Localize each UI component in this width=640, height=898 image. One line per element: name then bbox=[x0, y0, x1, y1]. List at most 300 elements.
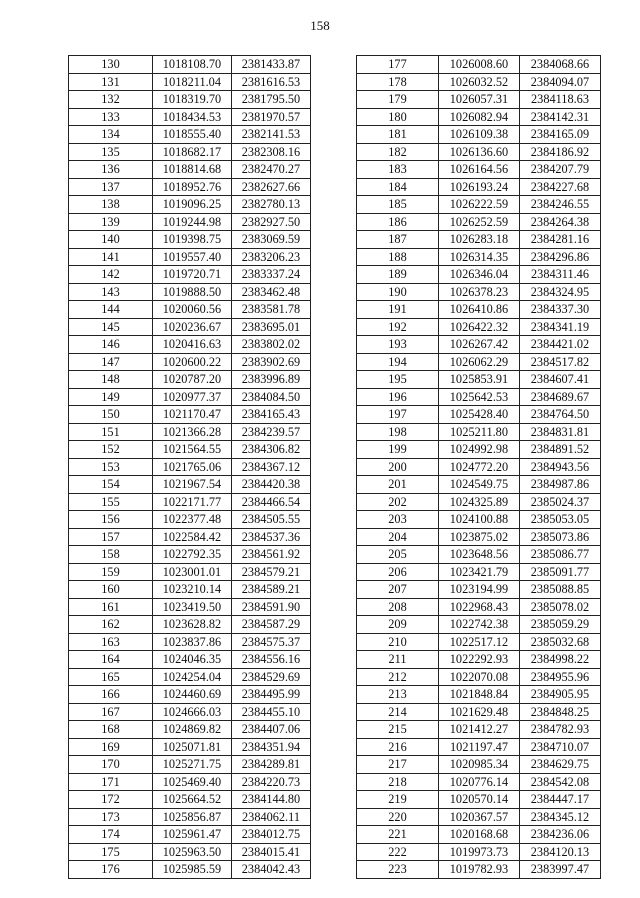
x-coordinate-cell: 1023421.79 bbox=[439, 563, 520, 581]
y-coordinate-cell: 2384345.12 bbox=[520, 808, 601, 826]
table-row bbox=[357, 721, 601, 739]
x-coordinate-cell: 1024100.88 bbox=[439, 511, 520, 529]
point-number-cell: 138 bbox=[69, 196, 153, 214]
table-row bbox=[69, 511, 311, 529]
x-coordinate-cell: 1025469.40 bbox=[153, 773, 232, 791]
y-coordinate-cell: 2384341.19 bbox=[520, 318, 601, 336]
y-coordinate-cell: 2385078.02 bbox=[520, 598, 601, 616]
x-coordinate-cell: 1026109.38 bbox=[439, 126, 520, 144]
table-row bbox=[69, 161, 311, 179]
y-coordinate-cell: 2384351.94 bbox=[232, 738, 311, 756]
table-row bbox=[69, 843, 311, 861]
point-number-cell: 194 bbox=[357, 353, 439, 371]
x-coordinate-cell: 1020985.34 bbox=[439, 756, 520, 774]
x-coordinate-cell: 1025853.91 bbox=[439, 371, 520, 389]
x-coordinate-cell: 1020168.68 bbox=[439, 826, 520, 844]
point-number-cell: 180 bbox=[357, 108, 439, 126]
point-number-cell: 159 bbox=[69, 563, 153, 581]
point-number-cell: 165 bbox=[69, 668, 153, 686]
y-coordinate-cell: 2381616.53 bbox=[232, 73, 311, 91]
x-coordinate-cell: 1022742.38 bbox=[439, 616, 520, 634]
y-coordinate-cell: 2383802.02 bbox=[232, 336, 311, 354]
point-number-cell: 140 bbox=[69, 231, 153, 249]
y-coordinate-cell: 2384165.09 bbox=[520, 126, 601, 144]
x-coordinate-cell: 1020787.20 bbox=[153, 371, 232, 389]
point-number-cell: 170 bbox=[69, 756, 153, 774]
point-number-cell: 207 bbox=[357, 581, 439, 599]
table-row bbox=[69, 668, 311, 686]
table-row bbox=[357, 248, 601, 266]
point-number-cell: 191 bbox=[357, 301, 439, 319]
table-row bbox=[357, 266, 601, 284]
point-number-cell: 189 bbox=[357, 266, 439, 284]
x-coordinate-cell: 1022292.93 bbox=[439, 651, 520, 669]
point-number-cell: 158 bbox=[69, 546, 153, 564]
y-coordinate-cell: 2384246.55 bbox=[520, 196, 601, 214]
y-coordinate-cell: 2384542.08 bbox=[520, 773, 601, 791]
x-coordinate-cell: 1019973.73 bbox=[439, 843, 520, 861]
table-row bbox=[357, 738, 601, 756]
point-number-cell: 223 bbox=[357, 861, 439, 879]
point-number-cell: 134 bbox=[69, 126, 153, 144]
point-number-cell: 190 bbox=[357, 283, 439, 301]
x-coordinate-cell: 1021967.54 bbox=[153, 476, 232, 494]
x-coordinate-cell: 1021848.84 bbox=[439, 686, 520, 704]
x-coordinate-cell: 1018108.70 bbox=[153, 56, 232, 74]
table-row bbox=[69, 686, 311, 704]
table-row bbox=[357, 388, 601, 406]
table-row bbox=[69, 563, 311, 581]
point-number-cell: 175 bbox=[69, 843, 153, 861]
x-coordinate-cell: 1026267.42 bbox=[439, 336, 520, 354]
point-number-cell: 154 bbox=[69, 476, 153, 494]
x-coordinate-cell: 1022792.35 bbox=[153, 546, 232, 564]
table-row bbox=[357, 493, 601, 511]
x-coordinate-cell: 1025856.87 bbox=[153, 808, 232, 826]
table-row bbox=[357, 773, 601, 791]
x-coordinate-cell: 1021412.27 bbox=[439, 721, 520, 739]
x-coordinate-cell: 1026082.94 bbox=[439, 108, 520, 126]
table-row bbox=[69, 703, 311, 721]
table-row bbox=[357, 581, 601, 599]
point-number-cell: 156 bbox=[69, 511, 153, 529]
y-coordinate-cell: 2384227.68 bbox=[520, 178, 601, 196]
table-row bbox=[357, 528, 601, 546]
x-coordinate-cell: 1021564.55 bbox=[153, 441, 232, 459]
x-coordinate-cell: 1026062.29 bbox=[439, 353, 520, 371]
table-row bbox=[69, 633, 311, 651]
table-row bbox=[357, 843, 601, 861]
x-coordinate-cell: 1023210.14 bbox=[153, 581, 232, 599]
y-coordinate-cell: 2384607.41 bbox=[520, 371, 601, 389]
point-number-cell: 151 bbox=[69, 423, 153, 441]
point-number-cell: 155 bbox=[69, 493, 153, 511]
point-number-cell: 208 bbox=[357, 598, 439, 616]
y-coordinate-cell: 2384120.13 bbox=[520, 843, 601, 861]
table-row bbox=[357, 196, 601, 214]
point-number-cell: 186 bbox=[357, 213, 439, 231]
y-coordinate-cell: 2383069.59 bbox=[232, 231, 311, 249]
y-coordinate-cell: 2384142.31 bbox=[520, 108, 601, 126]
table-row bbox=[69, 423, 311, 441]
table-row bbox=[357, 633, 601, 651]
table-row bbox=[69, 353, 311, 371]
point-number-cell: 139 bbox=[69, 213, 153, 231]
y-coordinate-cell: 2382927.50 bbox=[232, 213, 311, 231]
x-coordinate-cell: 1018211.04 bbox=[153, 73, 232, 91]
point-number-cell: 200 bbox=[357, 458, 439, 476]
y-coordinate-cell: 2385088.85 bbox=[520, 581, 601, 599]
point-number-cell: 181 bbox=[357, 126, 439, 144]
page-number: 158 bbox=[310, 18, 330, 33]
y-coordinate-cell: 2382141.53 bbox=[232, 126, 311, 144]
table-row bbox=[69, 301, 311, 319]
point-number-cell: 160 bbox=[69, 581, 153, 599]
x-coordinate-cell: 1024992.98 bbox=[439, 441, 520, 459]
x-coordinate-cell: 1023875.02 bbox=[439, 528, 520, 546]
x-coordinate-cell: 1020060.56 bbox=[153, 301, 232, 319]
point-number-cell: 178 bbox=[357, 73, 439, 91]
point-number-cell: 149 bbox=[69, 388, 153, 406]
point-number-cell: 184 bbox=[357, 178, 439, 196]
table-row bbox=[357, 511, 601, 529]
table-row bbox=[357, 318, 601, 336]
x-coordinate-cell: 1022171.77 bbox=[153, 493, 232, 511]
y-coordinate-cell: 2384144.80 bbox=[232, 791, 311, 809]
table-row bbox=[69, 546, 311, 564]
table-row bbox=[357, 161, 601, 179]
x-coordinate-cell: 1026378.23 bbox=[439, 283, 520, 301]
table-row bbox=[357, 143, 601, 161]
table-row bbox=[69, 581, 311, 599]
point-number-cell: 203 bbox=[357, 511, 439, 529]
point-number-cell: 143 bbox=[69, 283, 153, 301]
y-coordinate-cell: 2384848.25 bbox=[520, 703, 601, 721]
x-coordinate-cell: 1019557.40 bbox=[153, 248, 232, 266]
x-coordinate-cell: 1020600.22 bbox=[153, 353, 232, 371]
point-number-cell: 185 bbox=[357, 196, 439, 214]
y-coordinate-cell: 2384943.56 bbox=[520, 458, 601, 476]
x-coordinate-cell: 1018814.68 bbox=[153, 161, 232, 179]
point-number-cell: 162 bbox=[69, 616, 153, 634]
x-coordinate-cell: 1020776.14 bbox=[439, 773, 520, 791]
y-coordinate-cell: 2384455.10 bbox=[232, 703, 311, 721]
table-row bbox=[69, 213, 311, 231]
table-row bbox=[69, 476, 311, 494]
y-coordinate-cell: 2384764.50 bbox=[520, 406, 601, 424]
point-number-cell: 219 bbox=[357, 791, 439, 809]
y-coordinate-cell: 2384186.92 bbox=[520, 143, 601, 161]
y-coordinate-cell: 2384561.92 bbox=[232, 546, 311, 564]
table-row bbox=[69, 266, 311, 284]
point-number-cell: 214 bbox=[357, 703, 439, 721]
y-coordinate-cell: 2385032.68 bbox=[520, 633, 601, 651]
point-number-cell: 146 bbox=[69, 336, 153, 354]
x-coordinate-cell: 1026193.24 bbox=[439, 178, 520, 196]
x-coordinate-cell: 1025985.59 bbox=[153, 861, 232, 879]
point-number-cell: 183 bbox=[357, 161, 439, 179]
x-coordinate-cell: 1023194.99 bbox=[439, 581, 520, 599]
x-coordinate-cell: 1025428.40 bbox=[439, 406, 520, 424]
y-coordinate-cell: 2384296.86 bbox=[520, 248, 601, 266]
y-coordinate-cell: 2384905.95 bbox=[520, 686, 601, 704]
x-coordinate-cell: 1022070.08 bbox=[439, 668, 520, 686]
y-coordinate-cell: 2384042.43 bbox=[232, 861, 311, 879]
x-coordinate-cell: 1018434.53 bbox=[153, 108, 232, 126]
y-coordinate-cell: 2384281.16 bbox=[520, 231, 601, 249]
y-coordinate-cell: 2384466.54 bbox=[232, 493, 311, 511]
table-row bbox=[357, 91, 601, 109]
table-row bbox=[69, 598, 311, 616]
y-coordinate-cell: 2385091.77 bbox=[520, 563, 601, 581]
table-row bbox=[357, 826, 601, 844]
point-number-cell: 212 bbox=[357, 668, 439, 686]
y-coordinate-cell: 2384447.17 bbox=[520, 791, 601, 809]
point-number-cell: 204 bbox=[357, 528, 439, 546]
table-row bbox=[69, 826, 311, 844]
table-row bbox=[69, 458, 311, 476]
point-number-cell: 135 bbox=[69, 143, 153, 161]
x-coordinate-cell: 1024772.20 bbox=[439, 458, 520, 476]
table-row bbox=[69, 651, 311, 669]
table-row bbox=[69, 791, 311, 809]
y-coordinate-cell: 2384998.22 bbox=[520, 651, 601, 669]
point-number-cell: 195 bbox=[357, 371, 439, 389]
table-row bbox=[357, 178, 601, 196]
table-row bbox=[357, 56, 601, 74]
point-number-cell: 142 bbox=[69, 266, 153, 284]
point-number-cell: 210 bbox=[357, 633, 439, 651]
table-row bbox=[357, 231, 601, 249]
table-row bbox=[357, 791, 601, 809]
y-coordinate-cell: 2381970.57 bbox=[232, 108, 311, 126]
x-coordinate-cell: 1026032.52 bbox=[439, 73, 520, 91]
point-number-cell: 161 bbox=[69, 598, 153, 616]
y-coordinate-cell: 2384891.52 bbox=[520, 441, 601, 459]
table-row bbox=[357, 458, 601, 476]
table-row bbox=[69, 388, 311, 406]
table-row bbox=[69, 143, 311, 161]
table-row bbox=[357, 371, 601, 389]
y-coordinate-cell: 2384495.99 bbox=[232, 686, 311, 704]
x-coordinate-cell: 1025642.53 bbox=[439, 388, 520, 406]
y-coordinate-cell: 2385073.86 bbox=[520, 528, 601, 546]
table-row bbox=[69, 773, 311, 791]
table-row bbox=[357, 108, 601, 126]
x-coordinate-cell: 1025211.80 bbox=[439, 423, 520, 441]
x-coordinate-cell: 1023628.82 bbox=[153, 616, 232, 634]
table-row bbox=[69, 126, 311, 144]
x-coordinate-cell: 1021765.06 bbox=[153, 458, 232, 476]
x-coordinate-cell: 1020367.57 bbox=[439, 808, 520, 826]
table-row bbox=[357, 808, 601, 826]
y-coordinate-cell: 2383695.01 bbox=[232, 318, 311, 336]
table-row bbox=[69, 406, 311, 424]
point-number-cell: 145 bbox=[69, 318, 153, 336]
point-number-cell: 132 bbox=[69, 91, 153, 109]
point-number-cell: 202 bbox=[357, 493, 439, 511]
x-coordinate-cell: 1024046.35 bbox=[153, 651, 232, 669]
x-coordinate-cell: 1023001.01 bbox=[153, 563, 232, 581]
y-coordinate-cell: 2382470.27 bbox=[232, 161, 311, 179]
x-coordinate-cell: 1026314.35 bbox=[439, 248, 520, 266]
table-row bbox=[69, 756, 311, 774]
table-row bbox=[357, 686, 601, 704]
table-row bbox=[357, 546, 601, 564]
y-coordinate-cell: 2384629.75 bbox=[520, 756, 601, 774]
y-coordinate-cell: 2384955.96 bbox=[520, 668, 601, 686]
x-coordinate-cell: 1019244.98 bbox=[153, 213, 232, 231]
point-number-cell: 169 bbox=[69, 738, 153, 756]
point-number-cell: 221 bbox=[357, 826, 439, 844]
point-number-cell: 176 bbox=[69, 861, 153, 879]
point-number-cell: 205 bbox=[357, 546, 439, 564]
x-coordinate-cell: 1023419.50 bbox=[153, 598, 232, 616]
y-coordinate-cell: 2384987.86 bbox=[520, 476, 601, 494]
x-coordinate-cell: 1021366.28 bbox=[153, 423, 232, 441]
y-coordinate-cell: 2384118.63 bbox=[520, 91, 601, 109]
table-row bbox=[357, 336, 601, 354]
x-coordinate-cell: 1026057.31 bbox=[439, 91, 520, 109]
table-row bbox=[69, 178, 311, 196]
y-coordinate-cell: 2384012.75 bbox=[232, 826, 311, 844]
table-row bbox=[357, 441, 601, 459]
coordinate-table-left bbox=[68, 55, 311, 879]
x-coordinate-cell: 1025071.81 bbox=[153, 738, 232, 756]
point-number-cell: 218 bbox=[357, 773, 439, 791]
x-coordinate-cell: 1026136.60 bbox=[439, 143, 520, 161]
table-row bbox=[357, 563, 601, 581]
x-coordinate-cell: 1019720.71 bbox=[153, 266, 232, 284]
point-number-cell: 216 bbox=[357, 738, 439, 756]
x-coordinate-cell: 1026252.59 bbox=[439, 213, 520, 231]
table-row bbox=[69, 318, 311, 336]
table-row bbox=[69, 493, 311, 511]
table-row bbox=[69, 441, 311, 459]
x-coordinate-cell: 1025271.75 bbox=[153, 756, 232, 774]
point-number-cell: 171 bbox=[69, 773, 153, 791]
table-row bbox=[357, 283, 601, 301]
point-number-cell: 167 bbox=[69, 703, 153, 721]
x-coordinate-cell: 1025963.50 bbox=[153, 843, 232, 861]
y-coordinate-cell: 2384407.06 bbox=[232, 721, 311, 739]
point-number-cell: 179 bbox=[357, 91, 439, 109]
x-coordinate-cell: 1022584.42 bbox=[153, 528, 232, 546]
coordinate-table-right-body bbox=[357, 56, 601, 879]
table-row bbox=[357, 598, 601, 616]
y-coordinate-cell: 2384264.38 bbox=[520, 213, 601, 231]
point-number-cell: 144 bbox=[69, 301, 153, 319]
x-coordinate-cell: 1022377.48 bbox=[153, 511, 232, 529]
y-coordinate-cell: 2384831.81 bbox=[520, 423, 601, 441]
y-coordinate-cell: 2383462.48 bbox=[232, 283, 311, 301]
y-coordinate-cell: 2384084.50 bbox=[232, 388, 311, 406]
table-row bbox=[357, 703, 601, 721]
x-coordinate-cell: 1019096.25 bbox=[153, 196, 232, 214]
table-row bbox=[69, 91, 311, 109]
point-number-cell: 153 bbox=[69, 458, 153, 476]
table-row bbox=[357, 651, 601, 669]
point-number-cell: 173 bbox=[69, 808, 153, 826]
point-number-cell: 166 bbox=[69, 686, 153, 704]
x-coordinate-cell: 1024254.04 bbox=[153, 668, 232, 686]
y-coordinate-cell: 2385086.77 bbox=[520, 546, 601, 564]
point-number-cell: 188 bbox=[357, 248, 439, 266]
point-number-cell: 141 bbox=[69, 248, 153, 266]
point-number-cell: 148 bbox=[69, 371, 153, 389]
x-coordinate-cell: 1019398.75 bbox=[153, 231, 232, 249]
x-coordinate-cell: 1026008.60 bbox=[439, 56, 520, 74]
x-coordinate-cell: 1024666.03 bbox=[153, 703, 232, 721]
table-row bbox=[69, 616, 311, 634]
point-number-cell: 177 bbox=[357, 56, 439, 74]
y-coordinate-cell: 2383337.24 bbox=[232, 266, 311, 284]
x-coordinate-cell: 1020416.63 bbox=[153, 336, 232, 354]
table-row bbox=[357, 213, 601, 231]
x-coordinate-cell: 1020977.37 bbox=[153, 388, 232, 406]
y-coordinate-cell: 2384311.46 bbox=[520, 266, 601, 284]
table-row bbox=[357, 423, 601, 441]
y-coordinate-cell: 2384587.29 bbox=[232, 616, 311, 634]
y-coordinate-cell: 2384236.06 bbox=[520, 826, 601, 844]
point-number-cell: 157 bbox=[69, 528, 153, 546]
x-coordinate-cell: 1018555.40 bbox=[153, 126, 232, 144]
y-coordinate-cell: 2384689.67 bbox=[520, 388, 601, 406]
x-coordinate-cell: 1020236.67 bbox=[153, 318, 232, 336]
x-coordinate-cell: 1024549.75 bbox=[439, 476, 520, 494]
point-number-cell: 222 bbox=[357, 843, 439, 861]
y-coordinate-cell: 2384579.21 bbox=[232, 563, 311, 581]
x-coordinate-cell: 1022517.12 bbox=[439, 633, 520, 651]
point-number-cell: 182 bbox=[357, 143, 439, 161]
x-coordinate-cell: 1022968.43 bbox=[439, 598, 520, 616]
x-coordinate-cell: 1021170.47 bbox=[153, 406, 232, 424]
x-coordinate-cell: 1019782.93 bbox=[439, 861, 520, 879]
point-number-cell: 206 bbox=[357, 563, 439, 581]
point-number-cell: 213 bbox=[357, 686, 439, 704]
point-number-cell: 215 bbox=[357, 721, 439, 739]
y-coordinate-cell: 2384782.93 bbox=[520, 721, 601, 739]
y-coordinate-cell: 2384220.73 bbox=[232, 773, 311, 791]
y-coordinate-cell: 2384505.55 bbox=[232, 511, 311, 529]
y-coordinate-cell: 2382627.66 bbox=[232, 178, 311, 196]
y-coordinate-cell: 2384420.38 bbox=[232, 476, 311, 494]
point-number-cell: 217 bbox=[357, 756, 439, 774]
x-coordinate-cell: 1026346.04 bbox=[439, 266, 520, 284]
table-row bbox=[69, 73, 311, 91]
table-row bbox=[69, 371, 311, 389]
table-row bbox=[357, 301, 601, 319]
y-coordinate-cell: 2384529.69 bbox=[232, 668, 311, 686]
y-coordinate-cell: 2384165.43 bbox=[232, 406, 311, 424]
point-number-cell: 196 bbox=[357, 388, 439, 406]
point-number-cell: 133 bbox=[69, 108, 153, 126]
y-coordinate-cell: 2385053.05 bbox=[520, 511, 601, 529]
point-number-cell: 211 bbox=[357, 651, 439, 669]
point-number-cell: 199 bbox=[357, 441, 439, 459]
table-row bbox=[357, 668, 601, 686]
y-coordinate-cell: 2384556.16 bbox=[232, 651, 311, 669]
x-coordinate-cell: 1026410.86 bbox=[439, 301, 520, 319]
y-coordinate-cell: 2382780.13 bbox=[232, 196, 311, 214]
y-coordinate-cell: 2384068.66 bbox=[520, 56, 601, 74]
x-coordinate-cell: 1021197.47 bbox=[439, 738, 520, 756]
x-coordinate-cell: 1024325.89 bbox=[439, 493, 520, 511]
x-coordinate-cell: 1021629.48 bbox=[439, 703, 520, 721]
point-number-cell: 150 bbox=[69, 406, 153, 424]
point-number-cell: 187 bbox=[357, 231, 439, 249]
x-coordinate-cell: 1019888.50 bbox=[153, 283, 232, 301]
